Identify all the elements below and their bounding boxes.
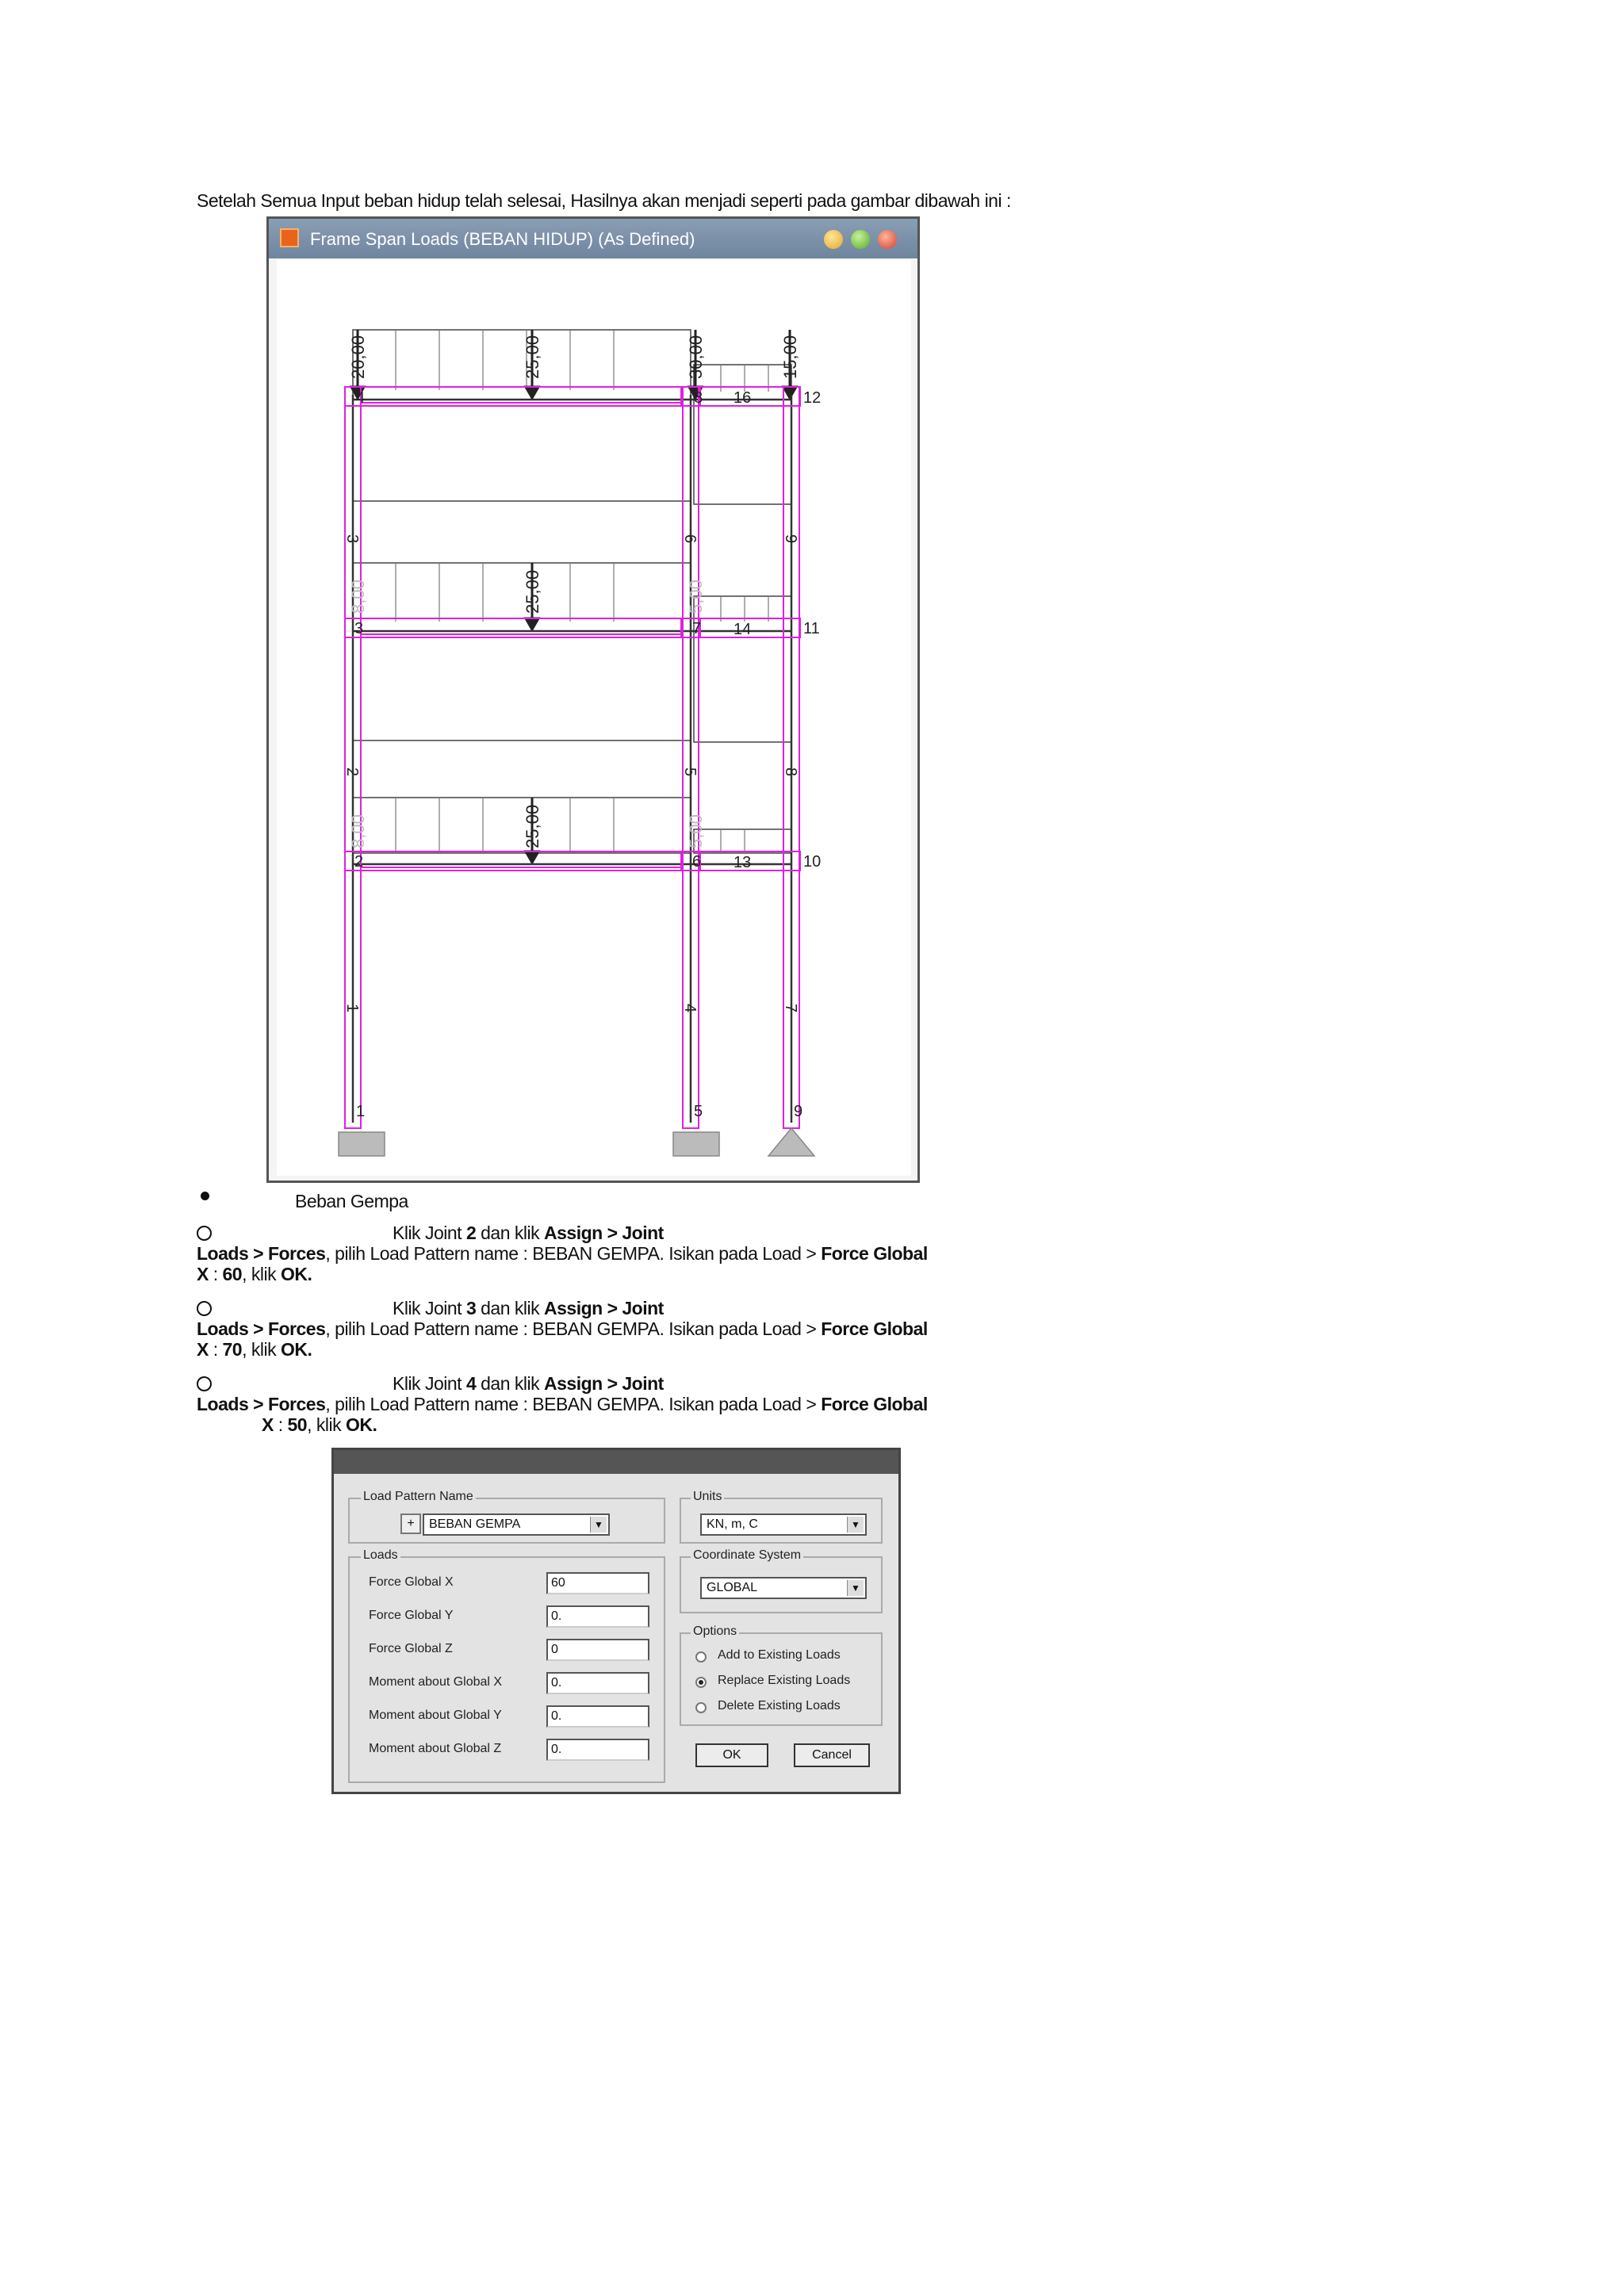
chevron-down-icon: ▼ <box>847 1580 864 1596</box>
moment-global-z-field[interactable]: 0. <box>546 1739 649 1761</box>
joint-label: 1 <box>356 1103 366 1120</box>
frame-label: 8 <box>782 767 799 777</box>
step-1-line-2: Loads > Forces, pilih Load Pattern name : BEBAN GEMPA. Isikan pada Load > Force Global <box>197 1243 928 1264</box>
circle-bullet-icon <box>197 1226 212 1241</box>
load-pattern-value: BEBAN GEMPA <box>429 1517 521 1531</box>
options-radio-list <box>680 1632 883 1726</box>
options-group-label: Options <box>691 1624 739 1639</box>
minimize-button[interactable] <box>824 230 843 249</box>
joint-label: 7 <box>692 620 702 637</box>
chevron-down-icon: ▼ <box>590 1517 607 1533</box>
cancel-button[interactable]: Cancel <box>794 1743 870 1767</box>
add-existing-radio[interactable] <box>695 1651 707 1663</box>
replace-existing-radio[interactable] <box>695 1677 707 1688</box>
frame-label: 13 <box>733 854 752 871</box>
units-select[interactable] <box>700 1513 867 1536</box>
dialog-titlebar <box>334 1450 898 1474</box>
step-2-line-2: Loads > Forces, pilih Load Pattern name : BEBAN GEMPA. Isikan pada Load > Force Global <box>197 1318 928 1339</box>
load-label: 15,00 <box>780 335 800 379</box>
supports <box>339 1128 814 1156</box>
add-existing-label: Add to Existing Loads <box>718 1648 841 1662</box>
force-global-x-label: Force Global X <box>369 1575 454 1589</box>
joint-label: 6 <box>692 853 702 871</box>
sap-app-icon <box>280 228 299 247</box>
load-label: 5,00 <box>686 814 706 848</box>
step-3-line-3: X : 50, klik OK. <box>262 1414 377 1435</box>
joint-label: 2 <box>354 853 364 871</box>
delete-existing-radio[interactable] <box>695 1702 707 1713</box>
joint-label: 11 <box>803 620 820 637</box>
frame-label: 7 <box>782 1004 799 1013</box>
step-2-line-1: Klik Joint 3 dan klik Assign > Joint <box>393 1298 664 1318</box>
frame-label: 3 <box>343 534 361 544</box>
frame-label: 4 <box>681 1004 699 1013</box>
coord-system-group-label: Coordinate System <box>691 1548 803 1563</box>
moment-global-x-field[interactable]: 0. <box>546 1672 649 1694</box>
force-global-z-label: Force Global Z <box>369 1642 453 1655</box>
intro-text: Setelah Semua Input beban hidup telah selesai, Hasilnya akan menjadi seperti pada gambar dibawah ini : <box>197 190 1011 211</box>
maximize-button[interactable] <box>851 230 870 249</box>
step-1-line-1: Klik Joint 2 dan klik Assign > Joint <box>393 1223 664 1243</box>
load-pattern-group-label: Load Pattern Name <box>361 1490 476 1504</box>
circle-bullet-icon <box>197 1301 212 1316</box>
add-load-pattern-button[interactable]: + <box>400 1513 421 1534</box>
force-global-y-field[interactable]: 0. <box>546 1605 649 1628</box>
delete-existing-label: Delete Existing Loads <box>718 1699 841 1712</box>
units-value: KN, m, C <box>707 1517 758 1531</box>
section-heading: Beban Gempa <box>295 1191 408 1211</box>
moment-global-y-label: Moment about Global Y <box>369 1709 502 1722</box>
force-global-x-field[interactable]: 60 <box>546 1572 649 1594</box>
window-title: Frame Span Loads (BEBAN HIDUP) (As Defined) <box>310 229 695 249</box>
chevron-down-icon: ▼ <box>847 1517 864 1533</box>
frame-label: 2 <box>343 767 361 777</box>
ok-button[interactable]: OK <box>695 1743 768 1767</box>
close-button[interactable] <box>878 230 897 249</box>
step-3-line-2: Loads > Forces, pilih Load Pattern name : BEBAN GEMPA. Isikan pada Load > Force Global <box>197 1394 928 1414</box>
frame-span-loads-window <box>266 216 920 1183</box>
joint-forces-dialog <box>331 1448 901 1794</box>
frame-label: 9 <box>782 534 799 544</box>
load-label: 20,00 <box>348 335 368 379</box>
joint-label: 10 <box>803 853 822 871</box>
load-label: 8,00 <box>348 814 368 848</box>
force-global-y-label: Force Global Y <box>369 1609 454 1622</box>
joint-label: 9 <box>794 1103 803 1120</box>
step-1-line-3: X : 60, klik OK. <box>197 1264 312 1284</box>
joint-label: 5 <box>694 1103 703 1120</box>
frame-label: 1 <box>343 1004 361 1013</box>
moment-global-x-label: Moment about Global X <box>369 1675 503 1689</box>
load-label: 30,00 <box>686 335 706 379</box>
coord-system-select[interactable] <box>700 1577 867 1599</box>
moment-global-z-label: Moment about Global Z <box>369 1742 502 1755</box>
moment-global-y-field[interactable]: 0. <box>546 1705 649 1728</box>
force-global-z-field[interactable]: 0 <box>546 1639 649 1661</box>
circle-bullet-icon <box>197 1376 212 1391</box>
joint-label: 3 <box>354 620 364 637</box>
replace-existing-label: Replace Existing Loads <box>718 1674 851 1687</box>
bullet-icon <box>201 1192 209 1200</box>
load-label: 25,00 <box>523 804 542 848</box>
frame-label: 5 <box>681 767 699 777</box>
frame-model-canvas <box>277 260 911 1176</box>
units-group-label: Units <box>691 1490 724 1504</box>
window-titlebar <box>269 219 917 258</box>
frame-label: 6 <box>681 534 699 544</box>
frame-label: 16 <box>733 389 752 407</box>
load-label: 25,00 <box>523 335 542 379</box>
joint-label: 8 <box>694 389 703 407</box>
loads-group-label: Loads <box>361 1548 400 1563</box>
load-pattern-select[interactable] <box>423 1513 610 1536</box>
load-label: 8,00 <box>348 580 368 614</box>
coord-system-value: GLOBAL <box>707 1581 758 1594</box>
frame-label: 14 <box>733 621 752 638</box>
load-label: 25,00 <box>523 569 542 614</box>
frame-model-drawing <box>277 260 911 1176</box>
joint-label: 12 <box>803 389 822 407</box>
load-label: 5,00 <box>686 580 706 614</box>
step-2-line-3: X : 70, klik OK. <box>197 1339 312 1360</box>
step-3-line-1: Klik Joint 4 dan klik Assign > Joint <box>393 1373 664 1394</box>
joint-label: 4 <box>356 389 366 407</box>
